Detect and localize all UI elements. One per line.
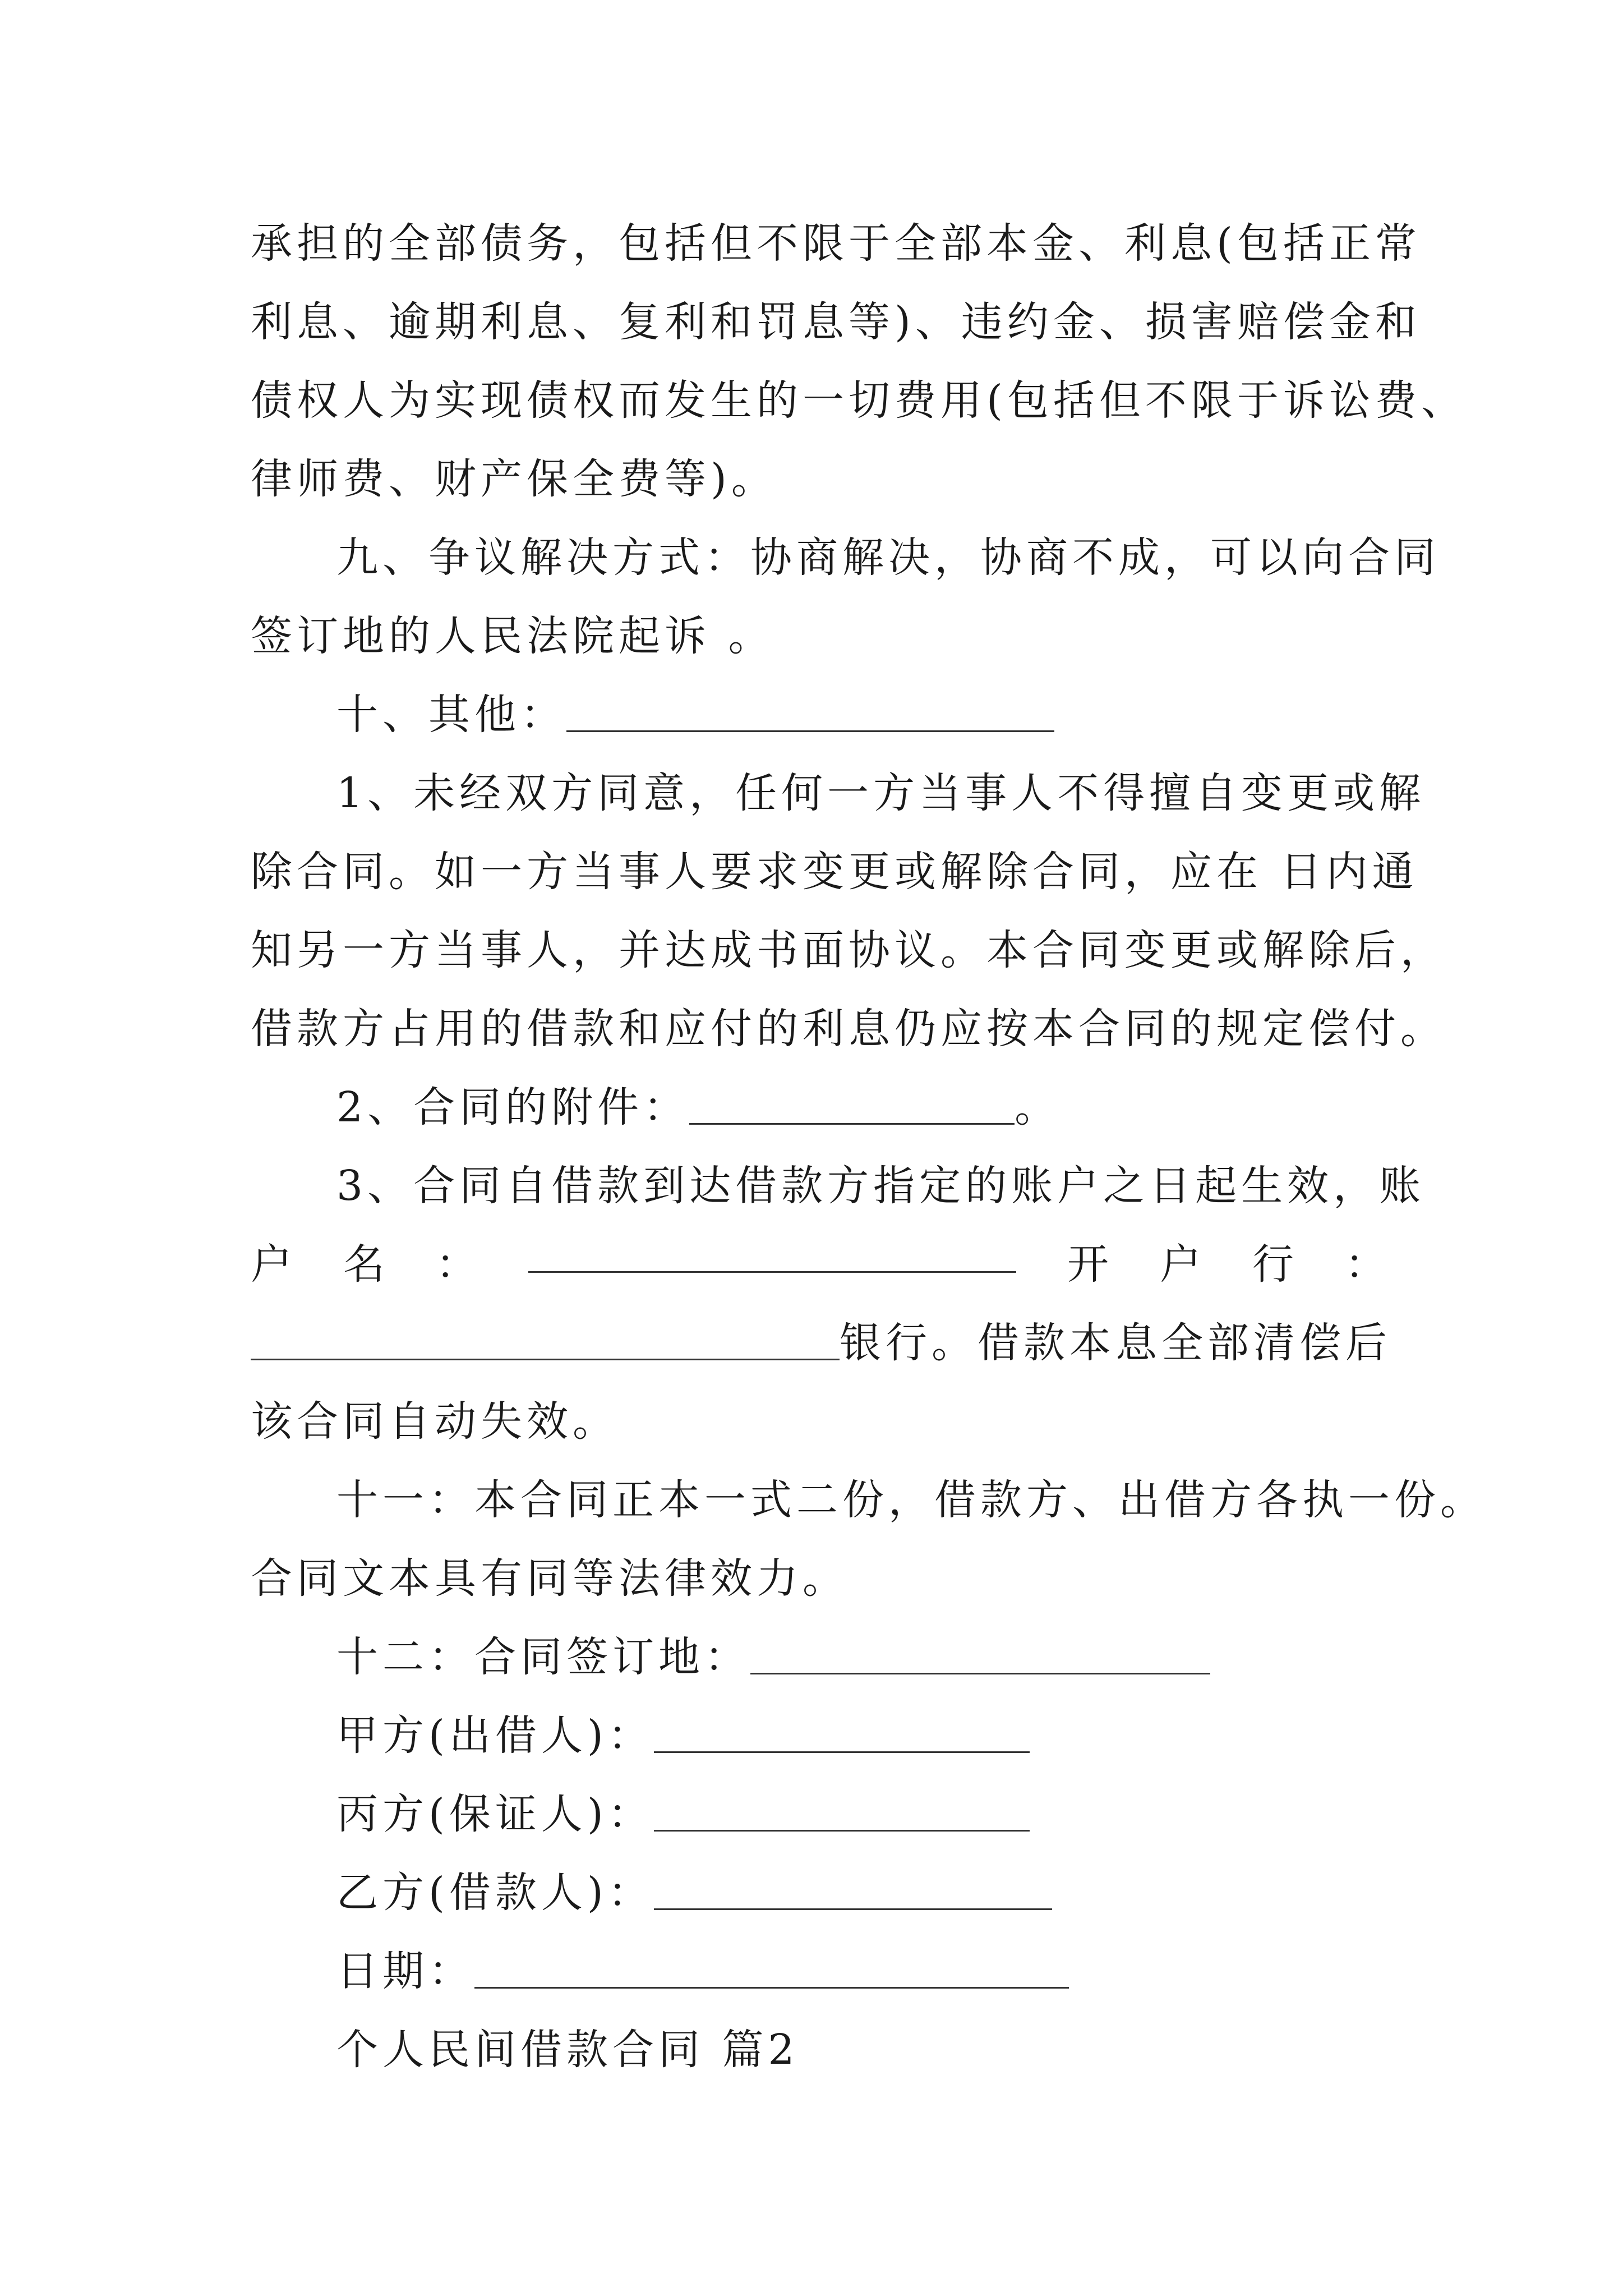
bank-char: ： <box>1345 1240 1386 1289</box>
bank-char: 户 <box>1160 1240 1201 1289</box>
clause-10-3-line: 该合同自动失效。 <box>251 1397 619 1446</box>
section-heading: 个人民间借款合同 篇2 <box>336 2026 799 2074</box>
account-char: 名 <box>343 1240 385 1289</box>
clause-10-label: 十、其他： <box>336 691 566 739</box>
clause-10-1-line: 借款方占用的借款和应付的利息仍应按本合同的规定偿付。 <box>251 1005 1446 1053</box>
attachment-blank[interactable] <box>689 1088 1015 1125</box>
bank-name-blank[interactable] <box>251 1324 840 1360</box>
date-label: 日期： <box>336 1947 474 1995</box>
bank-char: 行 <box>1252 1240 1294 1289</box>
signing-place-blank[interactable] <box>750 1638 1210 1674</box>
paragraph-line: 律师费、财产保全费等)。 <box>251 455 777 503</box>
clause-10-3-line: 3、合同自借款到达借款方指定的账户之日起生效，账 <box>336 1162 1426 1210</box>
attachment-label: 2、合同的附件： <box>336 1083 690 1131</box>
guarantor-label: 丙方(保证人)： <box>336 1790 654 1838</box>
bank-line <box>251 1315 1391 1371</box>
attachment-period: 。 <box>1015 1083 1061 1131</box>
account-name-blank[interactable] <box>528 1236 1016 1273</box>
other-terms-blank[interactable] <box>566 696 1054 732</box>
clause-10-2-line <box>336 1079 1061 1135</box>
clause-11-line: 十一：本合同正本一式二份，借款方、出借方各执一份。 <box>336 1476 1486 1524</box>
clause-11-line: 合同文本具有同等法律效力。 <box>251 1554 849 1603</box>
lender-label: 甲方(出借人)： <box>336 1711 654 1760</box>
clause-10-1-line: 除合同。如一方当事人要求变更或解除合同，应在 日内通 <box>251 848 1418 896</box>
bank-char: 开 <box>1067 1240 1109 1289</box>
borrower-label: 乙方(借款人)： <box>336 1869 654 1917</box>
clause-9-line: 九、争议解决方式：协商解决，协商不成，可以向合同 <box>336 533 1440 582</box>
clause-12-line <box>336 1629 1210 1685</box>
paragraph-line: 利息、逾期利息、复利和罚息等)、违约金、损害赔偿金和 <box>251 298 1421 346</box>
lender-blank[interactable] <box>654 1717 1030 1753</box>
bank-suffix-text: 银行。借款本息全部清偿后 <box>840 1319 1391 1367</box>
lender-line <box>336 1708 1030 1764</box>
borrower-blank[interactable] <box>654 1874 1052 1910</box>
account-char: 户 <box>251 1240 292 1289</box>
guarantor-blank[interactable] <box>654 1795 1030 1832</box>
date-line <box>336 1943 1069 1999</box>
guarantor-line <box>336 1786 1030 1842</box>
account-char: ： <box>436 1240 477 1289</box>
clause-9-line: 签订地的人民法院起诉 。 <box>251 612 774 660</box>
clause-10-1-line: 知另一方当事人，并达成书面协议。本合同变更或解除后， <box>251 926 1446 974</box>
clause-10-1-line: 1、未经双方同意，任何一方当事人不得擅自变更或解 <box>336 769 1426 817</box>
paragraph-line: 债权人为实现债权而发生的一切费用(包括但不限于诉讼费、 <box>251 376 1467 425</box>
date-blank[interactable] <box>474 1952 1069 1989</box>
account-row <box>251 1236 1386 1292</box>
paragraph-line: 承担的全部债务，包括但不限于全部本金、利息(包括正常 <box>251 219 1421 268</box>
clause-10-line <box>336 687 1054 743</box>
borrower-line <box>336 1865 1052 1921</box>
signing-place-label: 十二：合同签订地： <box>336 1633 750 1681</box>
